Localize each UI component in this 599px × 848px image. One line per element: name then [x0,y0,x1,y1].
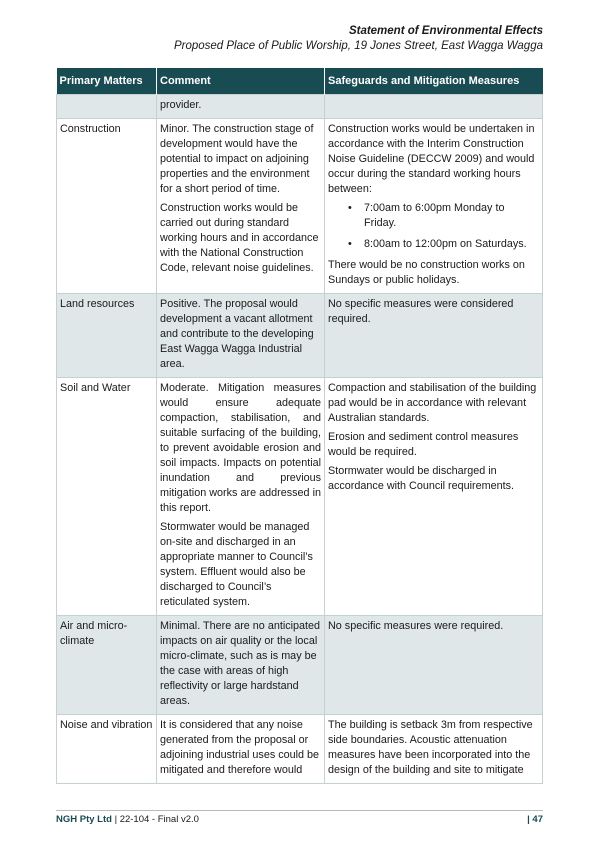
table-row [57,616,543,715]
column-header-comment: Comment [157,68,325,95]
table-row [57,715,543,784]
column-header-safeguards: Safeguards and Mitigation Measures [325,68,543,95]
matter-cell: Noise and vibration [57,715,157,784]
comment-cell [157,715,325,784]
comment-text: provider. [160,99,202,111]
safeguards-text: Compaction and stabilisation of the building pad would be in accordance with relevant Australian standards. [328,382,537,424]
table-row [57,294,543,378]
comment-cell [157,95,325,119]
safeguards-text: Construction works would be undertaken in accordance with the Interim Construction Noise Guideline (DECCW 2009) and would occur during the standard working hours between: [328,123,535,195]
safeguards-cell [325,378,543,616]
page-number: | 47 [527,814,543,825]
safeguards-cell [325,616,543,715]
comment-cell [157,616,325,715]
safeguards-cell [325,119,543,294]
footer-left [56,814,199,825]
page-footer [56,810,543,825]
table-row [57,378,543,616]
document-title: Statement of Environmental Effects [348,25,543,37]
comment-text: Minor. The construction stage of development would have the potential to impact on adjoining properties and the environment for a short period of time. [160,123,314,195]
matter-cell: Air and micro-climate [57,616,157,715]
comment-text: Construction works would be carried out during standard working hours and in accordance with the National Construction Code, relevant noise guidelines. [160,202,319,274]
table-row [57,95,543,119]
matter-cell [57,95,157,119]
document-subtitle: Proposed Place of Public Worship, 19 Jones Street, East Wagga Wagga [173,40,543,52]
safeguards-text: No specific measures were considered required. [328,298,514,325]
impacts-table [56,68,543,784]
matter-cell: Land resources [57,294,157,378]
comment-text: Positive. The proposal would development a vacant allotment and contribute to the developing East Wagga Wagga Industrial area. [160,298,314,370]
list-item: • 8:00am to 12:00pm on Saturdays. [364,237,539,252]
comment-cell [157,119,325,294]
comment-cell [157,294,325,378]
table-header-row [57,68,543,95]
safeguards-text: Stormwater would be discharged in accordance with Council requirements. [328,465,515,492]
safeguards-cell [325,95,543,119]
document-header [174,24,543,54]
safeguards-text: The building is setback 3m from respective side boundaries. Acoustic attenuation measures have been incorporated into the design of the building and site to mitigate [328,719,533,776]
safeguards-text: No specific measures were required. [328,620,504,632]
working-hours-list [328,201,539,252]
comment-text: Stormwater would be managed on-site and discharged in an appropriate manner to Council’s system. Effluent would also be discharged to Council’s reticulated system. [160,521,313,608]
safeguards-cell [325,715,543,784]
safeguards-cell [325,294,543,378]
safeguards-text: Erosion and sediment control measures would be required. [328,431,519,458]
matter-cell: Construction [57,119,157,294]
comment-text: Moderate. Mitigation measures would ensure adequate compaction, stabilisation, and suitable surfacing of the building, to prevent avoidable erosion and soil impacts. Impacts on potential inundation and previous mitigation works are addressed in this report. [160,382,321,514]
footer-divider [56,810,543,811]
comment-cell [157,378,325,616]
table-row [57,119,543,294]
column-header-primary-matters: Primary Matters [57,68,157,95]
safeguards-text: There would be no construction works on Sundays or public holidays. [328,259,525,286]
comment-text: Minimal. There are no anticipated impacts on air quality or the local micro-climate, such as is may be the case with areas of high reflectivity or large hardstand areas. [160,620,321,707]
comment-text: It is considered that any noise generated from the proposal or adjoining industrial uses could be mitigated and therefore would [160,719,320,776]
footer-company: NGH Pty Ltd [56,814,112,825]
footer-doc-ref: | 22-104 - Final v2.0 [111,814,199,825]
list-item: • 7:00am to 6:00pm Monday to Friday. [364,201,539,231]
matter-cell: Soil and Water [57,378,157,616]
